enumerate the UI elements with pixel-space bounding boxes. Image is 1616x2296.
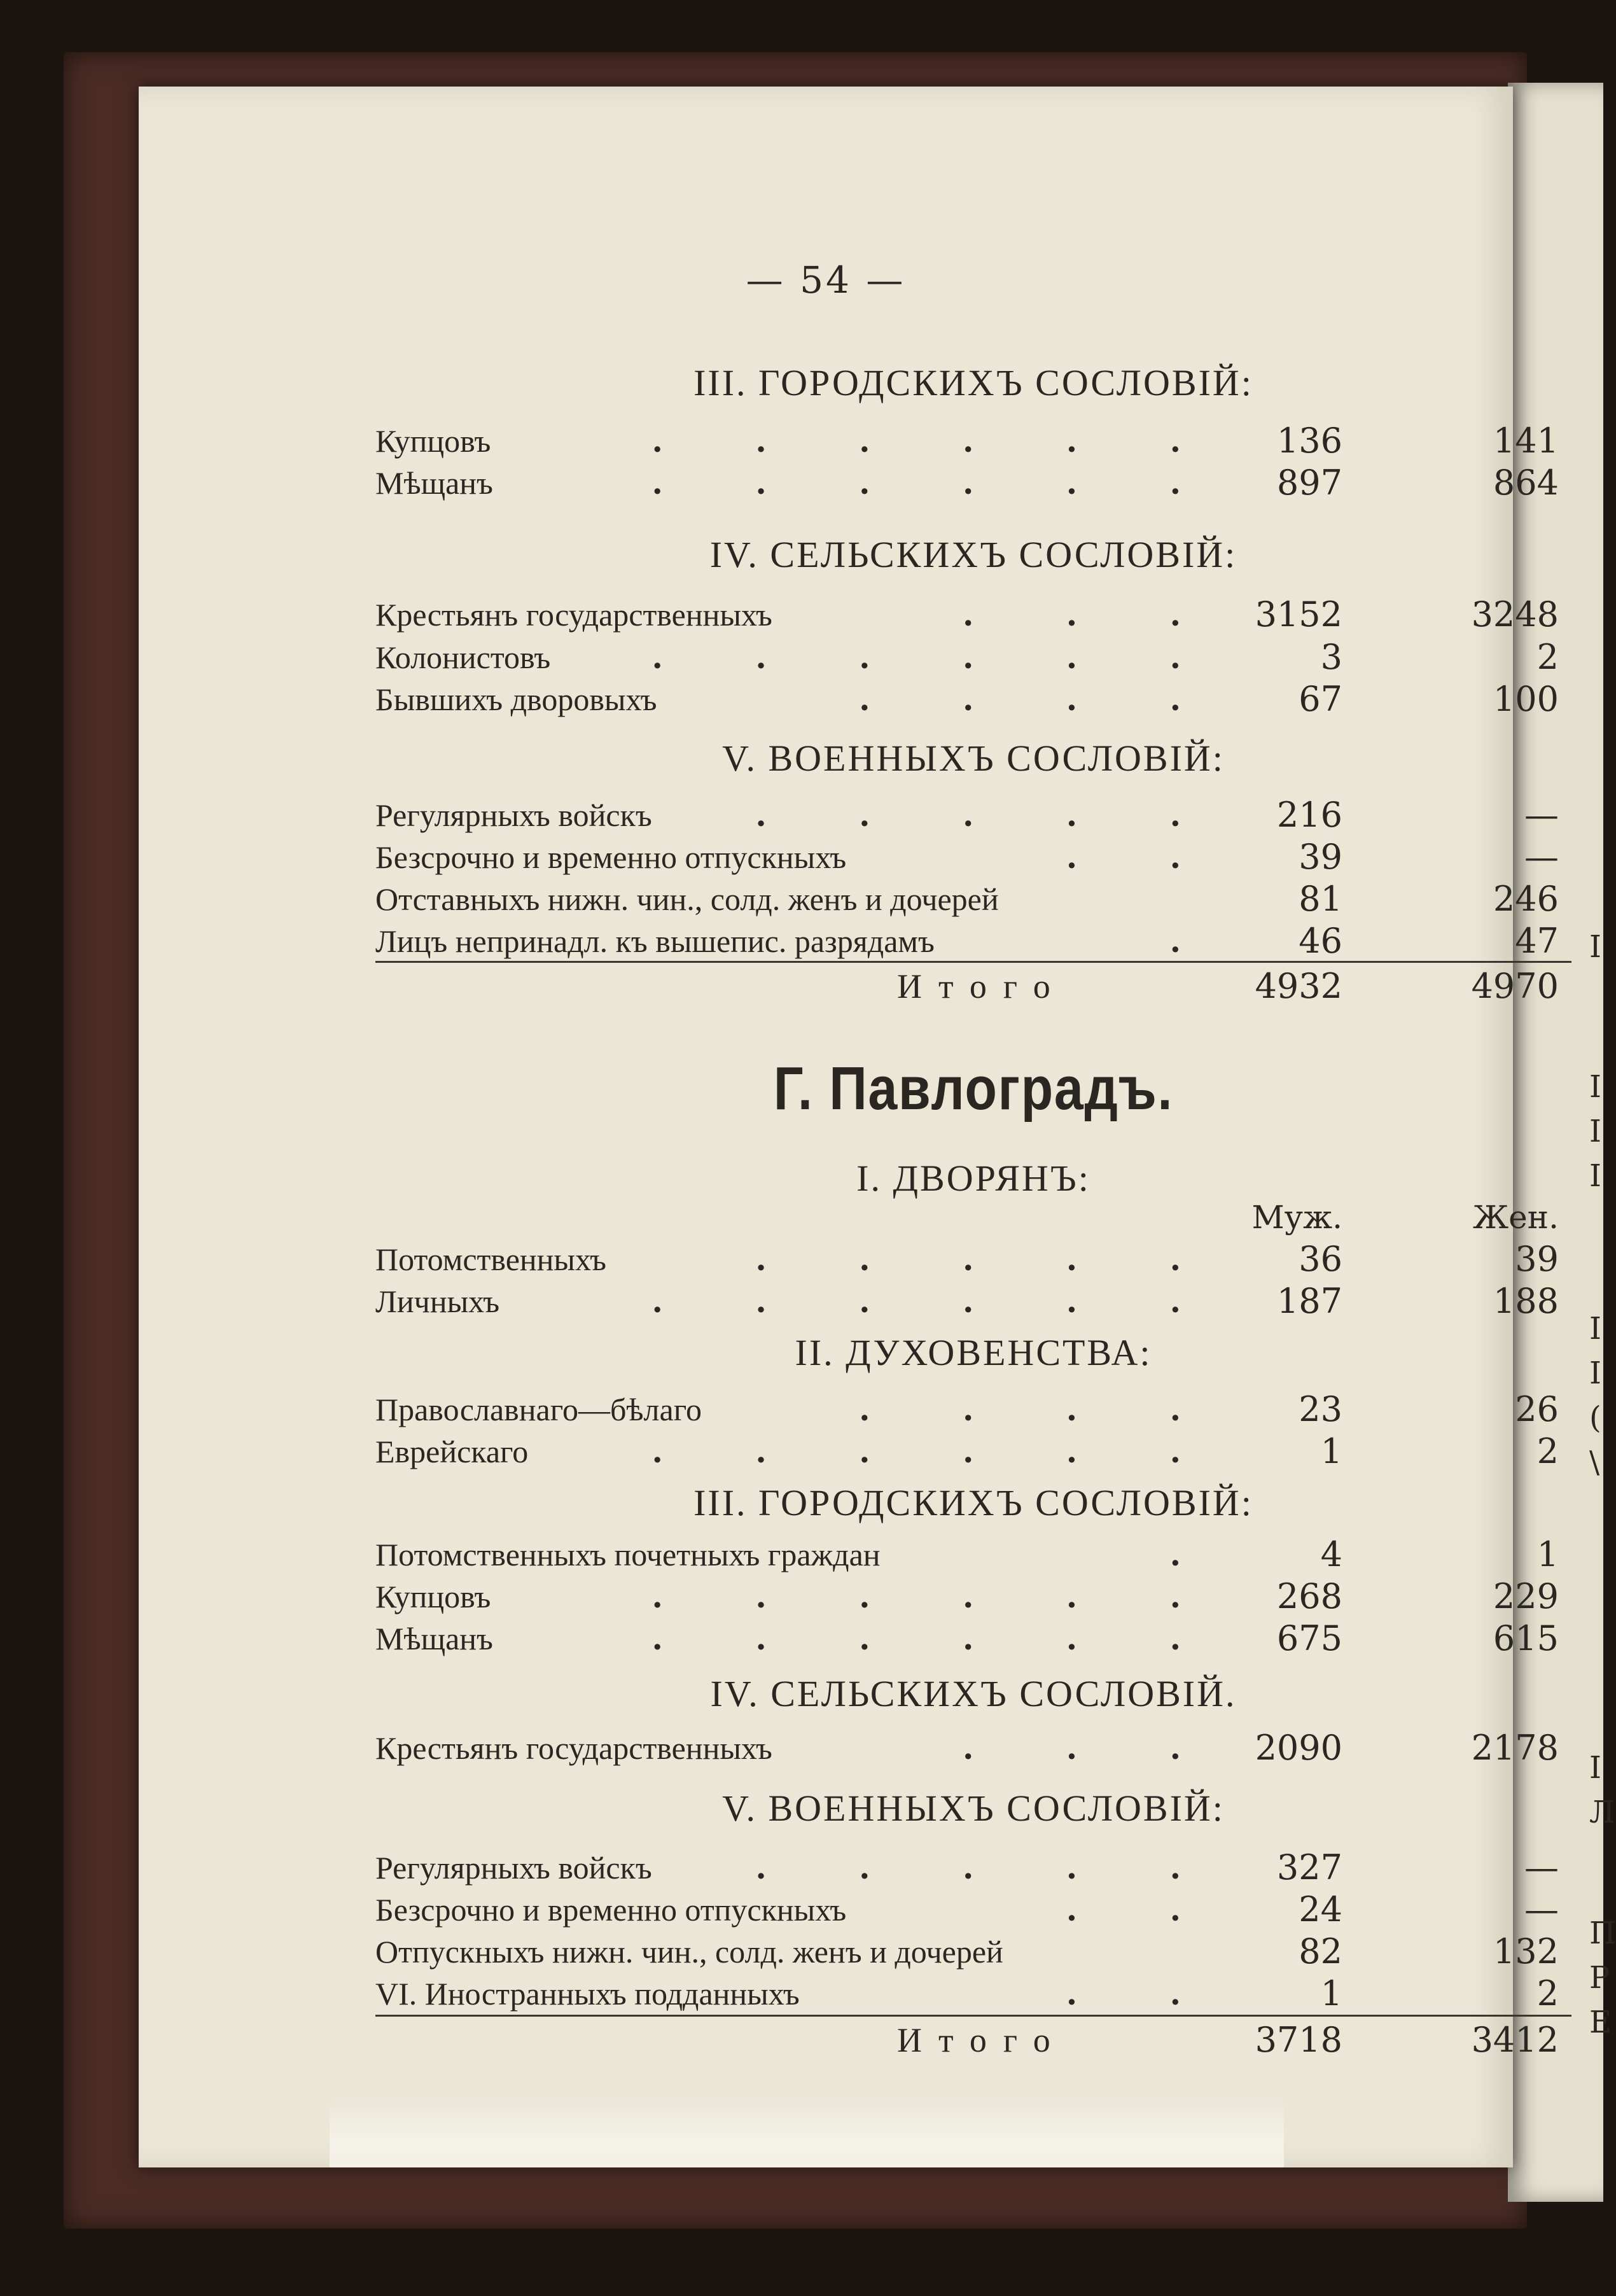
row-label: Лицъ непринадл. къ вышепис. разрядамъ — [375, 923, 935, 959]
female-count: 246 — [1493, 879, 1559, 919]
female-count: — — [1524, 795, 1559, 835]
edge-letter: Е — [1589, 2005, 1612, 2040]
female-count: 615 — [1493, 1618, 1559, 1658]
edge-letter: I — [1589, 1750, 1601, 1786]
edge-letter: I — [1589, 1114, 1601, 1149]
row-label: Крестьянъ государственныхъ — [375, 1730, 772, 1766]
female-count: 47 — [1515, 921, 1559, 961]
edge-letter: П — [1589, 1915, 1616, 1951]
total-female: 4970 — [1471, 966, 1559, 1006]
table-row: . . . . Православнаго—бѣлаго 23 26 — [375, 1387, 1571, 1432]
male-count: 1 — [1320, 1431, 1342, 1471]
table-row — [375, 1929, 1571, 1974]
page-number: — 54 — — [746, 258, 906, 302]
table-row: . . . . . Регулярныхъ войскъ 216 — — [375, 793, 1571, 837]
section-heading-clergy: II. ДУХОВЕНСТВА: — [795, 1332, 1152, 1373]
female-count: 864 — [1493, 463, 1559, 503]
female-count: 100 — [1493, 679, 1559, 719]
male-count: 3152 — [1255, 594, 1342, 634]
female-count: 39 — [1515, 1239, 1559, 1279]
row-label: Купцовъ — [375, 1579, 491, 1614]
row-label: Отставныхъ нижн. чин., солд. женъ и дочерей — [375, 881, 999, 917]
town-title: Г. Павлоградъ. — [773, 1054, 1174, 1123]
table-row: . . . Крестьянъ государственныхъ 2090 2178 — [375, 1726, 1571, 1770]
row-label: Мѣщанъ — [375, 465, 493, 501]
total-male: 3718 — [1255, 2020, 1342, 2060]
female-count: 2 — [1536, 1973, 1559, 2013]
edge-letter: Р — [1589, 1960, 1610, 1996]
row-label: Отпускныхъ нижн. чин., солд. женъ и дочерей — [375, 1934, 1003, 1970]
table-row: . Потомственныхъ почетныхъ граждан 4 1 — [375, 1532, 1571, 1577]
male-count: 216 — [1276, 795, 1342, 835]
female-count: 2 — [1536, 1431, 1559, 1471]
male-count: 3 — [1320, 637, 1342, 677]
row-label: Регулярныхъ войскъ — [375, 1850, 652, 1886]
edge-letter: I — [1589, 1069, 1601, 1105]
row-label: Купцовъ — [375, 423, 491, 459]
section-heading-urban: III. ГОРОДСКИХЪ СОСЛОВІЙ: — [693, 362, 1253, 403]
male-count: 46 — [1299, 921, 1342, 961]
table-row: . . . . Бывшихъ дворовыхъ 67 100 — [375, 677, 1571, 722]
female-count: 229 — [1493, 1576, 1559, 1616]
female-count: 1 — [1536, 1534, 1559, 1574]
table-row: . . . . . Регулярныхъ войскъ 327 — — [375, 1845, 1571, 1890]
female-count: 141 — [1493, 421, 1559, 461]
female-count: — — [1524, 1889, 1559, 1929]
row-label: VI. Иностранныхъ подданныхъ — [375, 1976, 800, 2012]
table-row: . . . Крестьянъ государственныхъ 3152 3248 — [375, 592, 1571, 637]
row-label: Безсрочно и временно отпускныхъ — [375, 839, 847, 875]
total-label: Итого — [897, 967, 1067, 1005]
female-count: 3248 — [1471, 594, 1559, 634]
table-row: . . . . . . Мѣщанъ 897 864 — [375, 461, 1571, 505]
row-label: Личныхъ — [375, 1284, 500, 1319]
male-count: 136 — [1276, 421, 1342, 461]
table-row: . . VI. Иностранныхъ подданныхъ 1 2 — [375, 1971, 1571, 2016]
edge-letter: ( — [1589, 1400, 1601, 1436]
male-count: 81 — [1299, 879, 1342, 919]
edge-letter: Л — [1589, 1795, 1615, 1830]
edge-letter: I — [1589, 1158, 1601, 1194]
table-row: . . . . . Потомственныхъ 36 39 — [375, 1237, 1571, 1282]
row-label: Еврейскаго — [375, 1434, 529, 1469]
column-header-female: Жен. — [1473, 1199, 1559, 1236]
row-label: Потомственныхъ — [375, 1242, 606, 1277]
male-count: 675 — [1276, 1618, 1342, 1658]
section-heading-military: V. ВОЕННЫХЪ СОСЛОВІЙ: — [722, 1788, 1225, 1829]
total-female: 3412 — [1471, 2020, 1559, 2060]
table-row: . . . . . . Личныхъ 187 188 — [375, 1279, 1571, 1324]
male-count: 187 — [1276, 1281, 1342, 1321]
female-count: 26 — [1515, 1389, 1559, 1429]
row-label: Крестьянъ государственныхъ — [375, 597, 772, 633]
male-count: 36 — [1299, 1239, 1342, 1279]
table-row: . . . . . . Купцовъ 136 141 — [375, 419, 1571, 463]
table-row: . . . . . . Купцовъ 268 229 — [375, 1574, 1571, 1619]
row-label: Колонистовъ — [375, 640, 551, 675]
female-count: — — [1524, 1847, 1559, 1887]
table-row — [375, 877, 1571, 921]
edge-letter: I — [1589, 929, 1601, 965]
section-heading-military: V. ВОЕННЫХЪ СОСЛОВІЙ: — [722, 738, 1225, 779]
table-row: . Лицъ непринадл. къ вышепис. разрядамъ 46 47 — [375, 919, 1571, 963]
row-label: Потомственныхъ почетныхъ граждан — [375, 1537, 881, 1572]
row-label: Бывшихъ дворовыхъ — [375, 682, 657, 717]
male-count: 67 — [1299, 679, 1342, 719]
table-row: . . Безсрочно и временно отпускныхъ 24 — — [375, 1887, 1571, 1932]
male-count: 82 — [1299, 1931, 1342, 1971]
table-row: . . . . . . Мѣщанъ 675 615 — [375, 1616, 1571, 1661]
male-count: 2090 — [1255, 1728, 1342, 1768]
female-count: — — [1524, 837, 1559, 877]
edge-letter: \ — [1589, 1445, 1600, 1480]
row-label: Православнаго—бѣлаго — [375, 1392, 702, 1427]
male-count: 23 — [1299, 1389, 1342, 1429]
male-count: 4 — [1320, 1534, 1342, 1574]
column-header-male: Муж. — [1251, 1199, 1342, 1236]
section-heading-urban: III. ГОРОДСКИХЪ СОСЛОВІЙ: — [693, 1482, 1253, 1523]
female-count: 2 — [1536, 637, 1559, 677]
section-heading-rural: IV. СЕЛЬСКИХЪ СОСЛОВІЙ: — [709, 534, 1237, 575]
male-count: 327 — [1276, 1847, 1342, 1887]
total-row — [375, 961, 1571, 1010]
column-headers — [375, 1195, 1571, 1240]
table-row: . . Безсрочно и временно отпускныхъ 39 — — [375, 835, 1571, 879]
male-count: 897 — [1276, 463, 1342, 503]
edge-letter: I — [1589, 1355, 1601, 1391]
male-count: 24 — [1299, 1889, 1342, 1929]
female-count: 132 — [1493, 1931, 1559, 1971]
table-row: . . . . . . Колонистовъ 3 2 — [375, 635, 1571, 680]
section-heading-rural: IV. СЕЛЬСКИХЪ СОСЛОВІЙ. — [710, 1673, 1237, 1714]
total-row — [375, 2015, 1571, 2064]
book-page — [139, 87, 1559, 2167]
total-male: 4932 — [1255, 966, 1342, 1006]
section-heading-nobility: I. ДВОРЯНЪ: — [856, 1158, 1090, 1199]
page-content — [375, 87, 1571, 2167]
female-count: 2178 — [1471, 1728, 1559, 1768]
table-row: . . . . . . Еврейскаго 1 2 — [375, 1429, 1571, 1474]
total-label: Итого — [897, 2021, 1067, 2059]
row-label: Регулярныхъ войскъ — [375, 797, 652, 833]
paper-wear — [330, 2097, 1284, 2167]
row-label: Безсрочно и временно отпускныхъ — [375, 1892, 847, 1928]
edge-letter: I — [1589, 1311, 1601, 1347]
row-label: Мѣщанъ — [375, 1621, 493, 1656]
male-count: 39 — [1299, 837, 1342, 877]
male-count: 1 — [1320, 1973, 1342, 2013]
female-count: 188 — [1493, 1281, 1559, 1321]
male-count: 268 — [1276, 1576, 1342, 1616]
